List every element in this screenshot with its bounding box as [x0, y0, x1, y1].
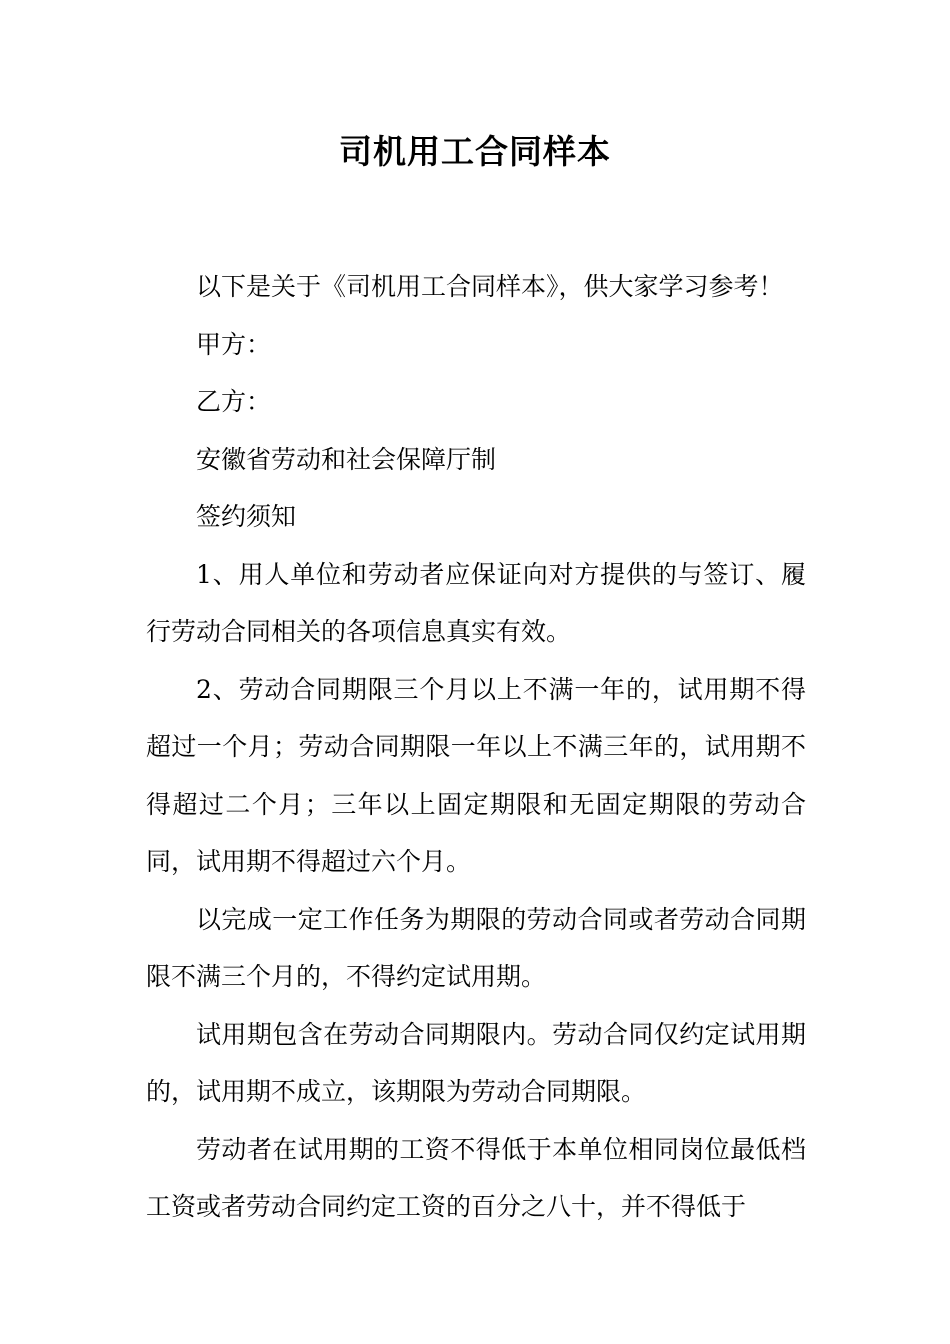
- clause-paragraph: 试用期包含在劳动合同期限内。劳动合同仅约定试用期的，试用期不成立，该期限为劳动合同期限。: [146, 1019, 806, 1106]
- clause-paragraph: 劳动者在试用期的工资不得低于本单位相同岗位最低档工资或者劳动合同约定工资的百分之八十，并不得低于: [146, 1134, 806, 1221]
- clause-paragraph: 1、用人单位和劳动者应保证向对方提供的与签订、履行劳动合同相关的各项信息真实有效。: [146, 559, 806, 646]
- clause-paragraph: 2、劳动合同期限三个月以上不满一年的，试用期不得超过一个月；劳动合同期限一年以上不满三年的，试用期不得超过二个月；三年以上固定期限和无固定期限的劳动合同，试用期不得超过六个月。: [146, 674, 806, 876]
- party-b-line: 乙方：: [196, 387, 272, 416]
- document-title: 司机用工合同样本: [339, 132, 611, 171]
- clause-paragraph: 以完成一定工作任务为期限的劳动合同或者劳动合同期限不满三个月的，不得约定试用期。: [146, 904, 806, 991]
- intro-paragraph: 以下是关于《司机用工合同样本》，供大家学习参考！: [196, 272, 784, 301]
- issuer-line: 安徽省劳动和社会保障厅制: [196, 444, 497, 474]
- party-a-line: 甲方：: [196, 329, 272, 359]
- document-body: [146, 258, 806, 1236]
- notice-heading: 签约须知: [196, 502, 297, 531]
